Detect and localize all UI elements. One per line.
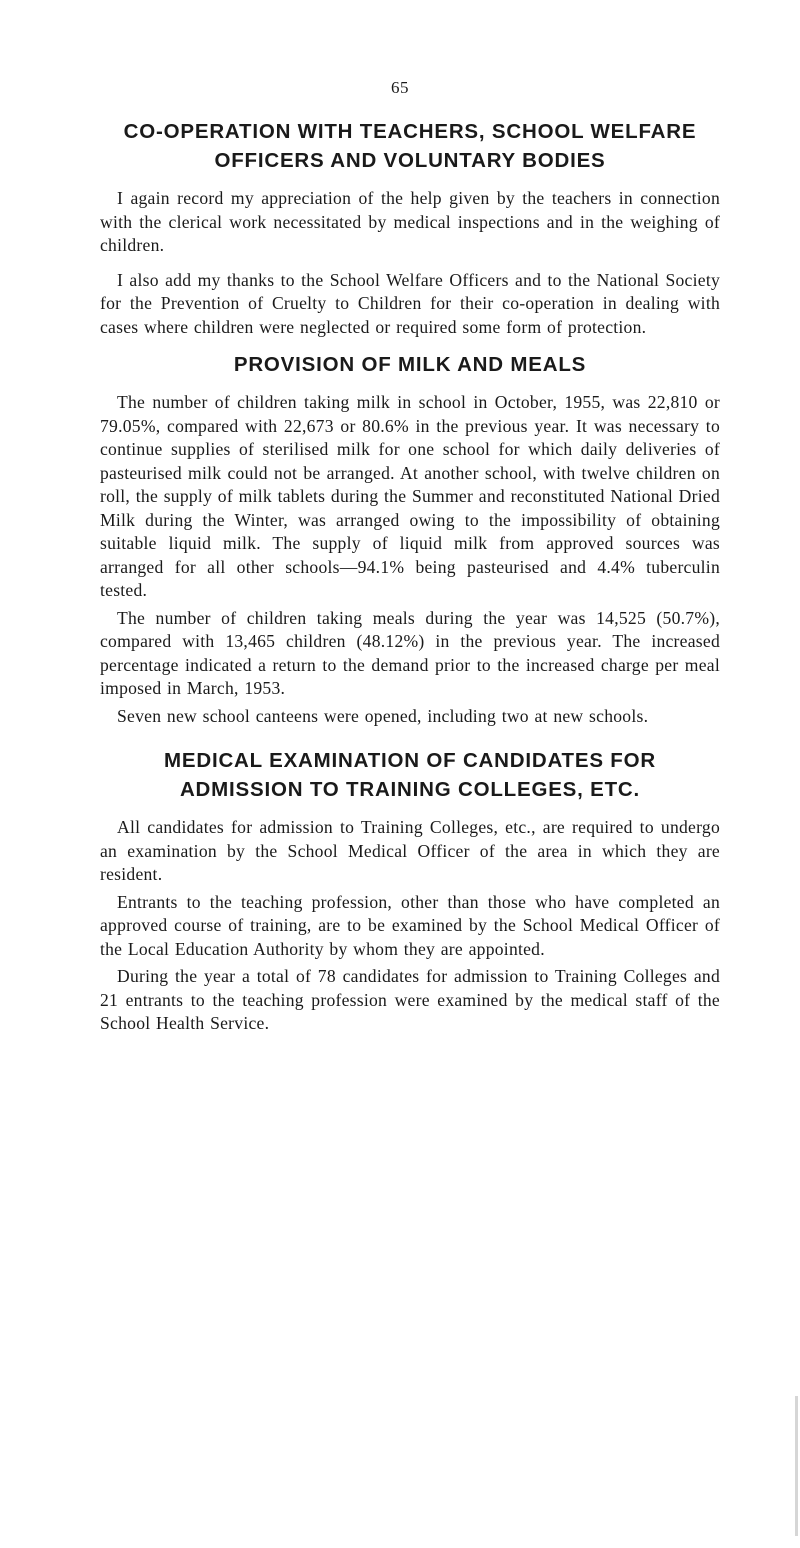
scan-edge-mark [795, 1396, 798, 1536]
page-body [100, 117, 720, 1047]
medical-paragraph-1: All candidates for admission to Training Colleges, etc., are required to undergo an examination by the School Medical Officer of the area in which they are resident. [100, 817, 720, 884]
cooperation-paragraph-2: I also add my thanks to the School Welfare Officers and to the National Society for the Prevention of Cruelty to Children for their co-operation in dealing with cases where children were neglected or required some form of protection. [100, 269, 720, 337]
medical-examination-section [100, 746, 720, 1036]
page-number: 65 [391, 78, 409, 97]
milk-paragraph-1: The number of children taking milk in school in October, 1955, was 22,810 or 79.05%, compared with 22,673 or 80.6% in the previous year. It was necessary to continue supplies of sterilised milk for one school for which daily deliveries of pasteurised milk could not be arranged. At another school, with twelve children on roll, the supply of milk tablets during the Summer and reconstituted National Dried Milk during the Winter, was arranged owing to the impossibility of obtaining suitable liquid milk. The supply of liquid milk from approved sources was arranged for all other schools—94.1% being pasteurised and 4.4% tuberculin tested. [100, 392, 720, 600]
milk-meals-section [100, 350, 720, 728]
cooperation-section [100, 117, 720, 339]
medical-examination-heading: MEDICAL EXAMINATION OF CANDIDATES FOR ADMISSION TO TRAINING COLLEGES, ETC. [164, 749, 656, 801]
milk-meals-heading: PROVISION OF MILK AND MEALS [233, 353, 587, 376]
canteens-paragraph-3: Seven new school canteens were opened, including two at new schools. [117, 705, 649, 726]
meals-paragraph-2: The number of children taking meals during the year was 14,525 (50.7%), compared with 13,465 children (48.12%) in the previous year. The increased percentage indicated a return to the demand prior to the increased charge per meal imposed in March, 1953. [100, 607, 720, 698]
medical-paragraph-2: Entrants to the teaching profession, other than those who have completed an approved course of training, are to be examined by the School Medical Officer of the Local Education Authority by whom they are appointed. [100, 891, 720, 959]
cooperation-paragraph-1: I again record my appreciation of the help given by the teachers in connection with the clerical work necessitated by medical inspections and in the weighing of children. [100, 188, 720, 255]
cooperation-heading: CO-OPERATION WITH TEACHERS, SCHOOL WELFARE OFFICERS AND VOLUNTARY BODIES [123, 120, 697, 172]
medical-paragraph-3: During the year a total of 78 candidates for admission to Training Colleges and 21 entrants to the teaching profession were examined by the medical staff of the School Health Service. [100, 966, 720, 1033]
